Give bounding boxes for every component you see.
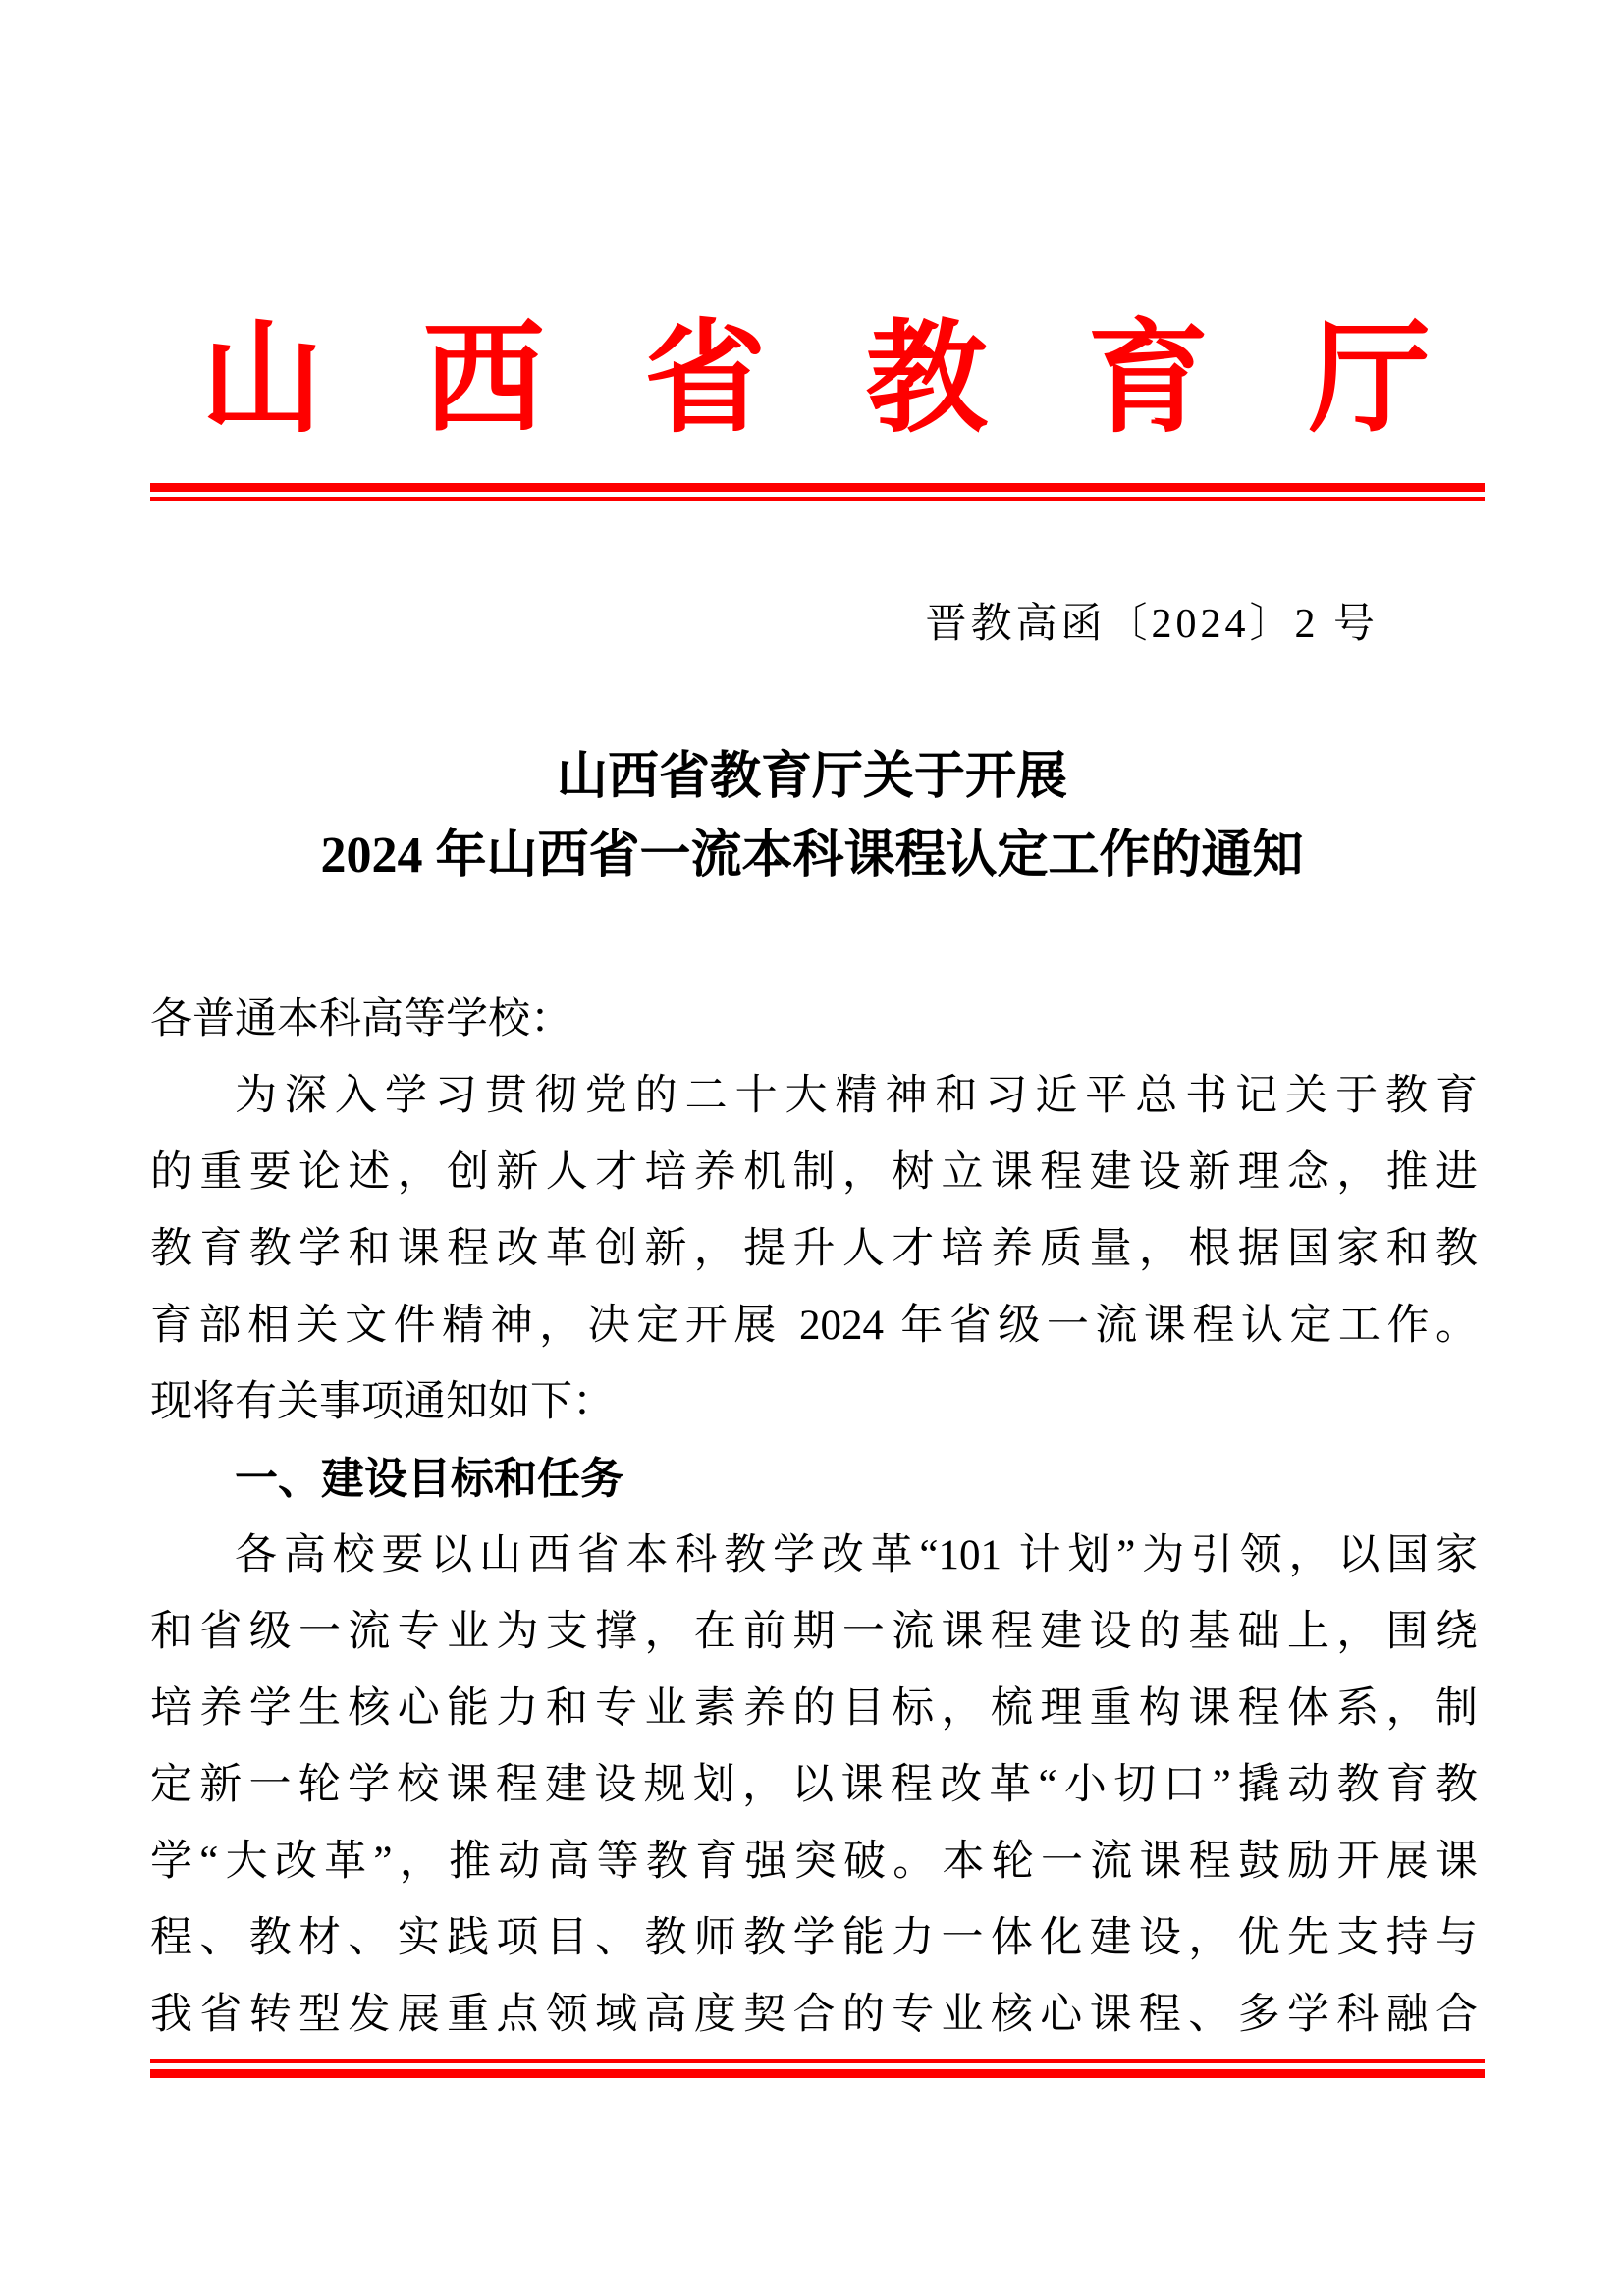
- agency-char-1: 西: [422, 312, 545, 447]
- body-line: 为深入学习贯彻党的二十大精神和习近平总书记关于教育: [235, 1073, 1478, 1119]
- body-line: 我省转型发展重点领域高度契合的专业核心课程、多学科融合: [150, 1992, 1478, 2038]
- agency-char-3: 教: [865, 312, 988, 447]
- title-line-1: 山西省教育厅关于开展: [556, 749, 1067, 805]
- body-line: 各普通本科高等学校：: [150, 996, 572, 1042]
- rule-thin: [150, 2059, 1485, 2063]
- document-number: 晋教高函〔2024〕2 号: [925, 602, 1379, 647]
- footer-double-rule: [150, 2059, 1485, 2078]
- title-line-2: 2024 年山西省一流本科课程认定工作的通知: [320, 828, 1304, 883]
- rule-thick: [150, 483, 1485, 492]
- agency-char-4: 育: [1087, 312, 1210, 447]
- body-line: 培养学生核心能力和专业素养的目标，梳理重构课程体系，制: [150, 1685, 1478, 1732]
- body-line: 学“大改革”，推动高等教育强突破。本轮一流课程鼓励开展课: [150, 1839, 1478, 1885]
- body-line: 的重要论述，创新人才培养机制，树立课程建设新理念，推进: [150, 1149, 1478, 1196]
- body-line: 和省级一流专业为支撑，在前期一流课程建设的基础上，围绕: [150, 1609, 1478, 1655]
- agency-char-0: 山: [201, 312, 324, 447]
- body-line: 各高校要以山西省本科教学改革“101 计划”为引领，以国家: [235, 1532, 1478, 1578]
- body-line: 定新一轮学校课程建设规划，以课程改革“小切口”撬动教育教: [150, 1762, 1478, 1808]
- rule-thick: [150, 2069, 1485, 2078]
- document-title: [0, 738, 1624, 895]
- body-text: [150, 982, 1478, 2054]
- agency-char-2: 省: [644, 312, 767, 447]
- body-line: 育部相关文件精神，决定开展 2024 年省级一流课程认定工作。: [150, 1303, 1478, 1349]
- header-double-rule: [150, 483, 1485, 501]
- rule-thin: [150, 497, 1485, 501]
- section-heading: 一、建设目标和任务: [235, 1454, 623, 1504]
- agency-letterhead: [201, 306, 1431, 454]
- body-line: 程、教材、实践项目、教师教学能力一体化建设，优先支持与: [150, 1915, 1478, 1961]
- agency-char-5: 厅: [1308, 312, 1431, 447]
- body-line: 现将有关事项通知如下：: [150, 1379, 615, 1425]
- body-line: 教育教学和课程改革创新，提升人才培养质量，根据国家和教: [150, 1226, 1478, 1272]
